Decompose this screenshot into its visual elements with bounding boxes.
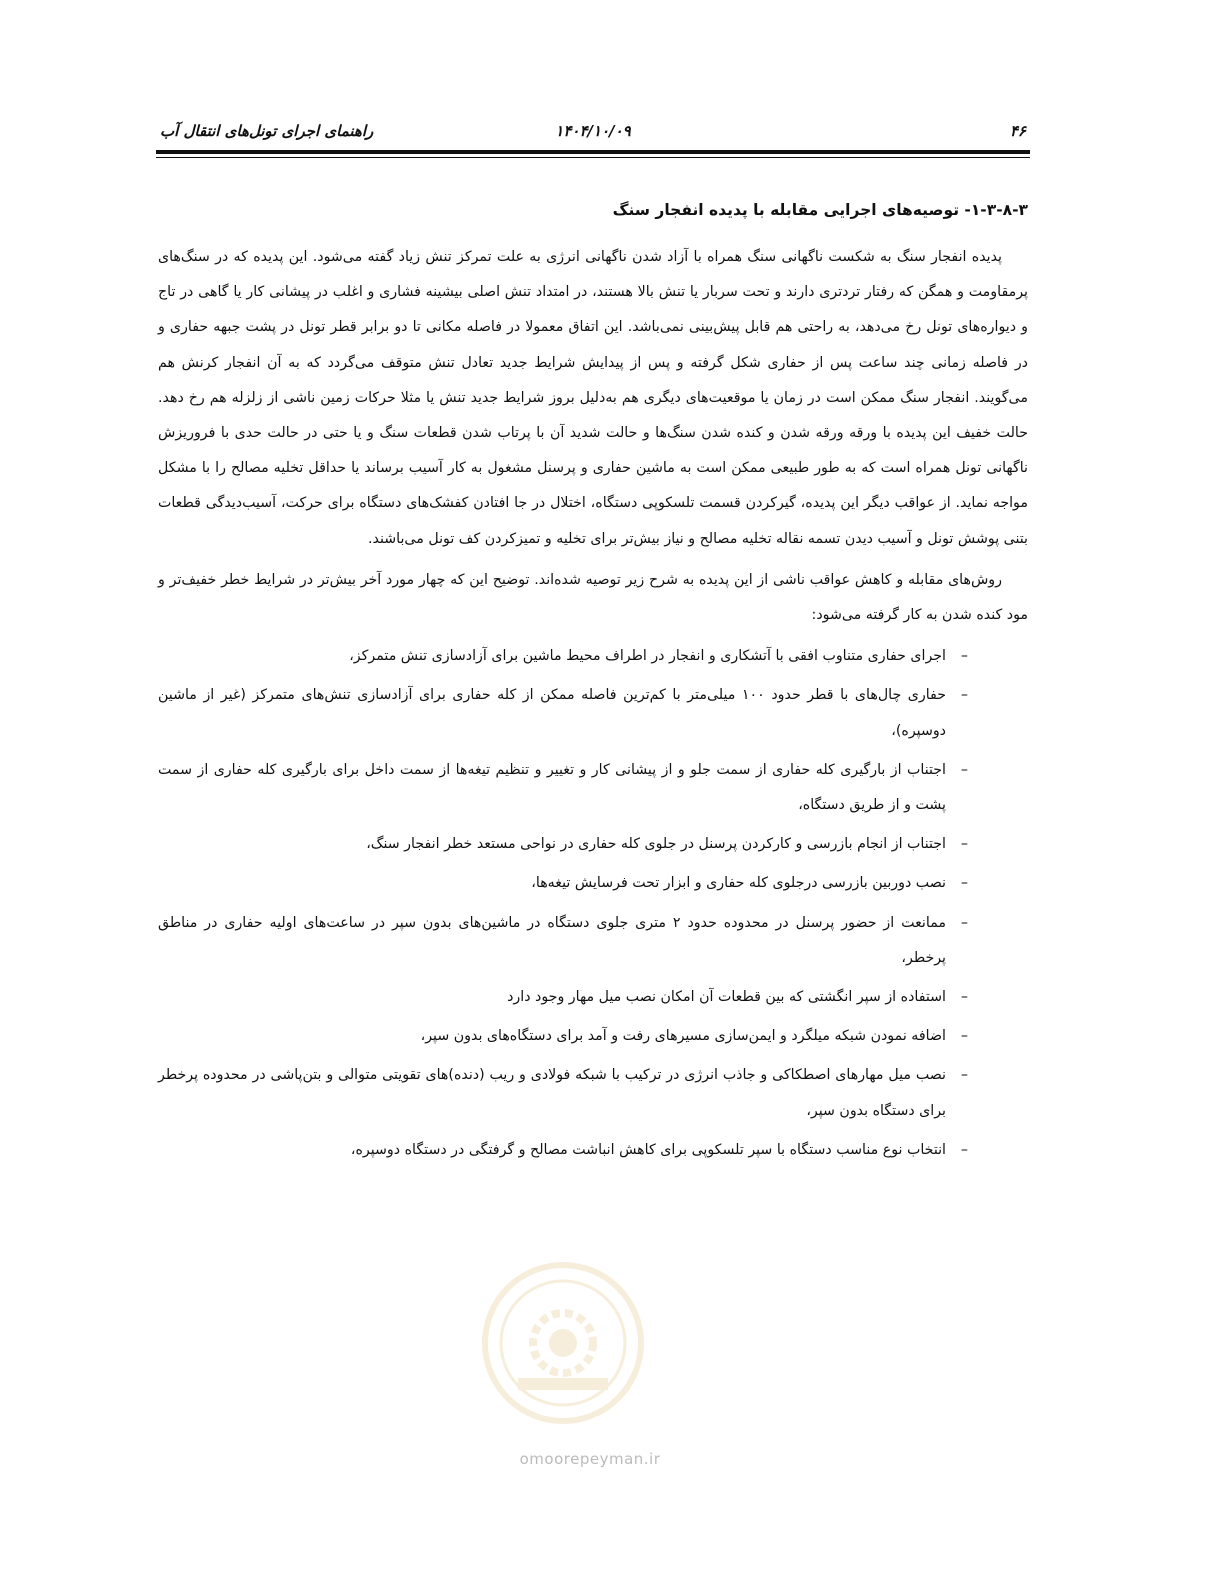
header-rule-thin xyxy=(156,157,1030,158)
page-content xyxy=(158,196,1028,1172)
header-date: ۱۴۰۴/۱۰/۰۹ xyxy=(555,122,631,140)
list-item-text: اضافه نمودن شبکه میلگرد و ایمن‌سازی مسیرهای رفت و آمد برای دستگاه‌های بدون سپر، xyxy=(420,1028,946,1045)
bullet-dash: – xyxy=(960,1067,968,1084)
list-item xyxy=(158,906,1028,976)
bullet-dash: – xyxy=(960,761,968,778)
bullet-dash: – xyxy=(960,1028,968,1045)
bullet-dash: – xyxy=(960,875,968,892)
list-item xyxy=(158,1019,1028,1054)
list-item xyxy=(158,980,1028,1015)
list-item-text: اجتناب از انجام بازرسی و کارکردن پرسنل در جلوی کله حفاری در نواحی مستعد خطر انفجار سنگ، xyxy=(366,836,946,853)
bullet-dash: – xyxy=(960,914,968,931)
list-item-text: ممانعت از حضور پرسنل در محدوده حدود ۲ متری جلوی دستگاه در ماشین‌های بدون سپر در ساعت‌های اولیه حفاری در مناطق پرخطر، xyxy=(158,914,946,966)
bullet-dash: – xyxy=(960,1141,968,1158)
list-item-text: حفاری چال‌های با قطر حدود ۱۰۰ میلی‌متر با کم‌ترین فاصله ممکن از کله حفاری برای آزادسازی تنش‌های متمرکز (غیر از ماشین دوسپره)، xyxy=(158,687,946,739)
list-item-text: اجرای حفاری متناوب افقی با آتشکاری و انفجار در اطراف محیط ماشین برای آزادسازی تنش متمرکز، xyxy=(349,648,946,665)
recommendations-list xyxy=(158,639,1028,1168)
list-item-text: نصب میل مهارهای اصطکاکی و جاذب انرژی در ترکیب با شبکه فولادی و ریب (دنده)‌های تقویتی متوالی و بتن‌پاشی در محدوده پرخطر برای دستگاه بدون سپر، xyxy=(158,1067,946,1119)
header-book-title: راهنمای اجرای تونل‌های انتقال آب xyxy=(160,122,374,140)
header-page-number: ۴۶ xyxy=(1009,122,1026,140)
section-heading: ۱-۳-۸-۳- توصیه‌های اجرایی مقابله با پدیده انفجار سنگ xyxy=(612,201,1028,219)
bullet-dash: – xyxy=(960,687,968,704)
list-item xyxy=(158,753,1028,823)
list-item xyxy=(158,639,1028,674)
list-item xyxy=(158,827,1028,862)
paragraph-methods-intro: روش‌های مقابله و کاهش عواقب ناشی از این پدیده به شرح زیر توصیه شده‌اند. توضیح این که چهار مورد آخر بیش‌تر در شرایط خطر خفیف‌تر و مود کنده شدن به کار گرفته می‌شود: xyxy=(158,571,1028,624)
bullet-dash: – xyxy=(960,648,968,665)
watermark-text: omoorepeyman.ir xyxy=(519,1450,661,1468)
list-item-text: نصب دوربین بازرسی درجلوی کله حفاری و ابزار تحت فرسایش تیغه‌ها، xyxy=(531,875,946,892)
list-item xyxy=(158,1058,1028,1128)
list-item xyxy=(158,678,1028,748)
page-header xyxy=(156,116,1030,150)
header-rule-thick xyxy=(156,150,1030,154)
list-item-text: اجتناب از بارگیری کله حفاری از سمت جلو و از پیشانی کار و تغییر و تنظیم تیغه‌ها از سمت داخل برای بارگیری کله حفاری از سمت پشت و از طریق دستگاه، xyxy=(158,761,946,814)
seal-logo-icon xyxy=(478,1258,648,1428)
paragraph-rockburst-description: پدیده انفجار سنگ به شکست ناگهانی سنگ همراه با آزاد شدن ناگهانی انرژی به علت تمرکز تنش زیاد گفته می‌شود. این پدیده که در سنگ‌های پرمقاومت و همگن که رفتار تردتری دارند و تحت سربار یا تنش بالا هستند، در امتداد تنش اصلی بیشینه فشاری و اغلب در پیشانی کار یا گاهی در تاج و دیواره‌های تونل رخ می‌دهد، به راحتی هم قابل پیش‌بینی نمی‌باشد. این اتفاق معمولا در فاصله مکانی تا دو برابر قطر تونل در پشت جبهه حفاری و در فاصله زمانی چند ساعت پس از حفاری شکل گرفته و پس از پیدایش شرایط جدید تعادل تنش متوقف می‌گردد که به آن انفجار کرنش هم می‌گویند. انفجار سنگ ممکن است در زمان یا موقعیت‌های دیگری هم به‌دلیل بروز شرایط جدید تنش یا مثلا حرکات زمین ناشی از زلزله هم رخ دهد. حالت خفیف این پدیده با ورقه ورقه شدن و کنده شدن سنگ‌ها و حالت شدید آن با پرتاب شدن قطعات سنگ و یا حتی در حالت حدی با فروریزش ناگهانی تونل همراه است که به طور طبیعی ممکن است به ماشین حفاری و پرسنل مشغول به کار آسیب برساند یا حداقل تخلیه مصالح را با مشکل مواجه نماید. از عواقب دیگر این پدیده، گیرکردن قسمت تلسکوپی دستگاه، اختلال در جا افتادن کفشک‌های دستگاه برای حرکت، آسیب‌دیدگی قطعات بتنی پوشش تونل و آسیب دیدن تسمه نقاله تخلیه مصالح و نیاز بیش‌تر برای تخلیه و تمیزکردن کف تونل می‌باشند. xyxy=(158,249,1028,547)
bullet-dash: – xyxy=(960,836,968,853)
bullet-dash: – xyxy=(960,989,968,1006)
list-item-text: استفاده از سپر انگشتی که بین قطعات آن امکان نصب میل مهار وجود دارد xyxy=(507,989,946,1006)
list-item xyxy=(158,1133,1028,1168)
list-item-text: انتخاب نوع مناسب دستگاه با سپر تلسکوپی برای کاهش انباشت مصالح و گرفتگی در دستگاه دوسپره، xyxy=(350,1141,946,1158)
list-item xyxy=(158,866,1028,901)
